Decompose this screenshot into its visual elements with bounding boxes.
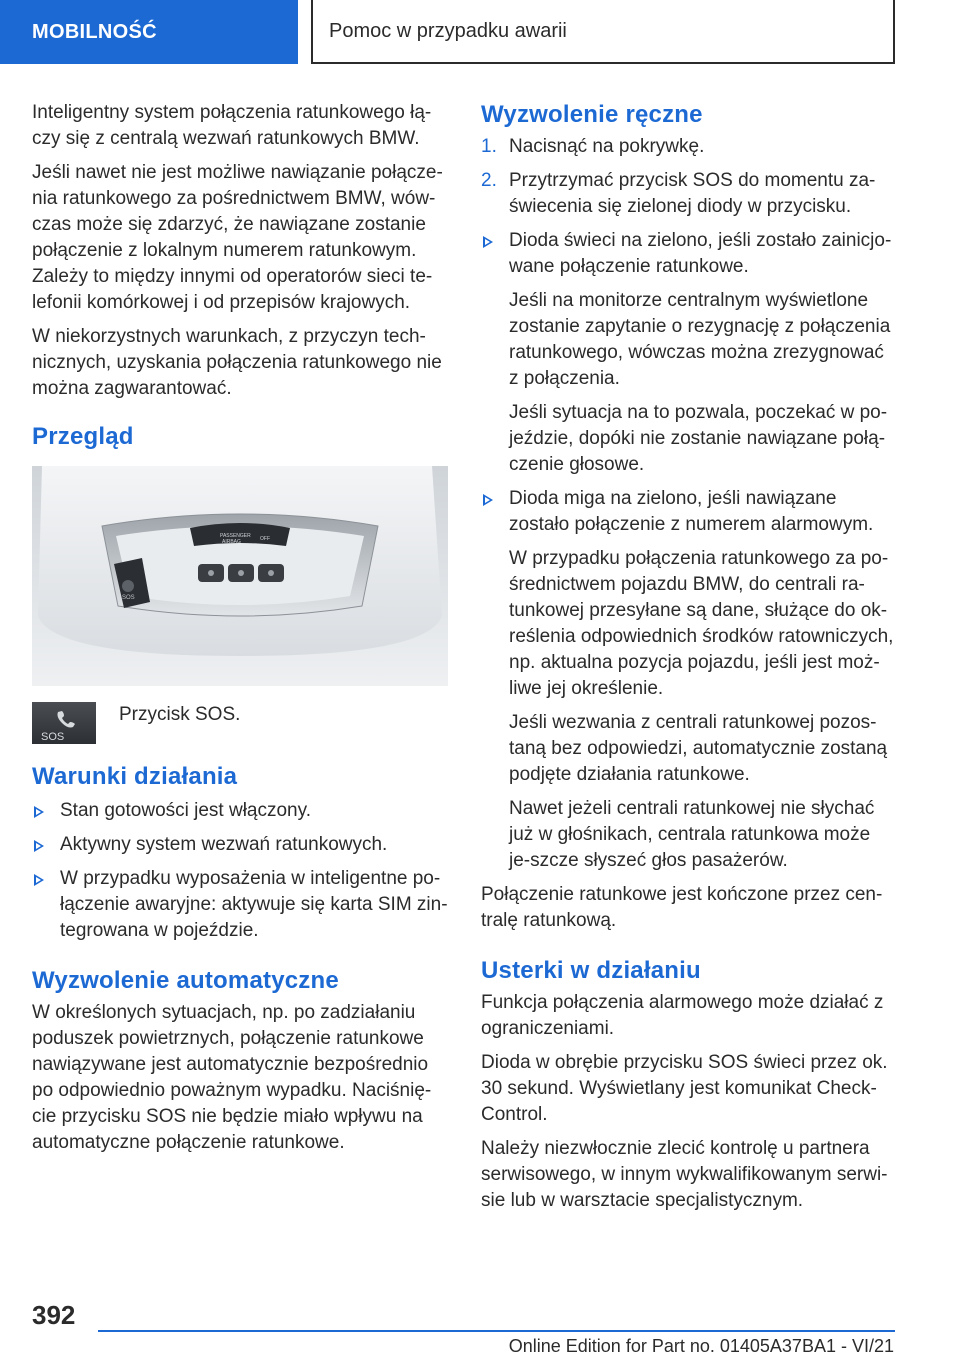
left-column: [32, 100, 448, 1164]
footer-edition: Online Edition for Part no. 01405A37BA1 - VI/21: [508, 1336, 894, 1356]
faults-heading: Usterki w działaniu: [481, 957, 701, 984]
triangle-bullet-icon: [483, 236, 493, 248]
passenger-airbag-label: PASSENGER: [220, 533, 251, 539]
list-item-detail: Jeśli na monitorze centralnym wyświetlone zostanie zapytanie o rezygnację z połączenia ratunkowego, wówczas można zrezygnować z połączenia.: [509, 290, 891, 389]
conditions-list: [32, 798, 448, 944]
triangle-bullet-icon: [34, 806, 44, 818]
sos-panel-illustration: [32, 466, 448, 686]
chapter-title: Pomoc w przypadku awarii: [311, 0, 895, 64]
list-item: [481, 228, 895, 478]
list-item-text: Dioda miga na zielono, jeśli nawiązane zostało połączenie z numerem alarmowym.: [509, 488, 874, 535]
auto-trigger-text: W określonych sytuacjach, np. po zadziałaniu poduszek powietrznych, połączenie ratunkowe nawiązywane jest automatycznie bezpośrednio po odpowiednio poważnym wypadku. Naciśnię-cie przycisku SOS nie będzie miało wpływu na automatyczne połączenie ratunkowe.: [32, 1002, 432, 1153]
led-states-list: [481, 228, 895, 874]
list-item-detail: Nawet jeżeli centrali ratunkowej nie słychać już w głośnikach, centrala ratunkowa może je-szcze słyszeć głos pasażerów.: [509, 798, 875, 871]
sos-icon-label: SOS: [41, 731, 65, 743]
airbag-label: AIRBAG: [222, 539, 241, 545]
triangle-bullet-icon: [34, 874, 44, 886]
list-item-text: Stan gotowości jest włączony.: [60, 800, 311, 821]
faults-paragraph: Funkcja połączenia alarmowego może działać z ograniczeniami.: [481, 992, 884, 1039]
overview-heading: Przegląd: [32, 423, 134, 450]
manual-steps: [481, 134, 895, 220]
step-text: Nacisnąć na pokrywkę.: [509, 136, 705, 157]
list-item: [481, 486, 895, 874]
list-item: [32, 866, 448, 944]
auto-trigger-heading: Wyzwolenie automatyczne: [32, 967, 339, 994]
sos-button-legend: [32, 702, 448, 744]
list-item: [32, 798, 448, 824]
section-tab[interactable]: MOBILNOŚĆ: [0, 0, 298, 64]
triangle-bullet-icon: [34, 840, 44, 852]
step-number: 2.: [481, 170, 497, 191]
list-item: [32, 832, 448, 858]
list-item-text: Dioda świeci na zielono, jeśli zostało zainicjo-wane połączenie ratunkowe.: [509, 230, 892, 277]
intro-paragraph: Inteligentny system połączenia ratunkowego łą-czy się z centralą wezwań ratunkowych BMW.: [32, 102, 432, 149]
intro-paragraph: Jeśli nawet nie jest możliwe nawiązanie połącze-nia ratunkowego za pośrednictwem BMW, wów-czas może się zdarzyć, że nawiązane zostanie połączenie z lokalnym numerem ratunkowym. Zależy to między innymi od operatorów sieci te-lefonii komórkowej i od przepisów krajowych.: [32, 162, 443, 313]
manual-trigger-heading: Wyzwolenie ręczne: [481, 101, 703, 128]
list-item-detail: W przypadku połączenia ratunkowego za po-średnictwem pojazdu BMW, do centrali ra-tunkowej przesyłane są dane, służące do ok-reślenia odpowiednich środków ratowniczych, np. aktualna pozycja pojazdu, jeśli jest moż-liwe jej określenie.: [509, 548, 894, 699]
list-item-detail: Jeśli wezwania z centrali ratunkowej pozos-taną bez odpowiedzi, automatycznie zostaną podjęte działania ratunkowe.: [509, 712, 888, 785]
conditions-heading: Warunki działania: [32, 763, 238, 790]
triangle-bullet-icon: [483, 494, 493, 506]
intro-paragraph: W niekorzystnych warunkach, z przyczyn tech-nicznych, uzyskania połączenia ratunkowego nie można zagwarantować.: [32, 326, 442, 399]
page-header: [0, 0, 960, 66]
faults-paragraph: Dioda w obrębie przycisku SOS świeci przez ok. 30 sekund. Wyświetlany jest komunikat Check-Control.: [481, 1052, 888, 1125]
page-number: 392: [32, 1300, 76, 1330]
right-column: [481, 100, 895, 1222]
list-item-detail: Jeśli sytuacja na to pozwala, poczekać w po-jeździe, dopóki nie zostanie nawiązane połą-czenie głosowe.: [509, 402, 888, 475]
sos-button-label: SOS: [122, 595, 135, 601]
airbag-off-label: OFF: [260, 536, 270, 542]
list-item-text: W przypadku wyposażenia w inteligentne po-łączenie awaryjne: aktywuje się karta SIM zin-tegrowana w pojeździe.: [60, 868, 448, 941]
call-end-text: Połączenie ratunkowe jest kończone przez cen-tralę ratunkową.: [481, 884, 883, 931]
sos-button-icon: [32, 702, 96, 744]
list-item-text: Aktywny system wezwań ratunkowych.: [60, 834, 388, 855]
step-item: [481, 168, 895, 220]
step-item: [481, 134, 895, 160]
sos-caption: Przycisk SOS.: [119, 704, 241, 725]
footer-divider: [98, 1330, 895, 1332]
step-number: 1.: [481, 136, 497, 157]
faults-paragraph: Należy niezwłocznie zlecić kontrolę u partnera serwisowego, w innym wykwalifikowanym serwi-sie lub w warsztacie specjalistycznym.: [481, 1138, 888, 1211]
step-text: Przytrzymać przycisk SOS do momentu za-świecenia się zielonej diody w przycisku.: [509, 170, 876, 217]
